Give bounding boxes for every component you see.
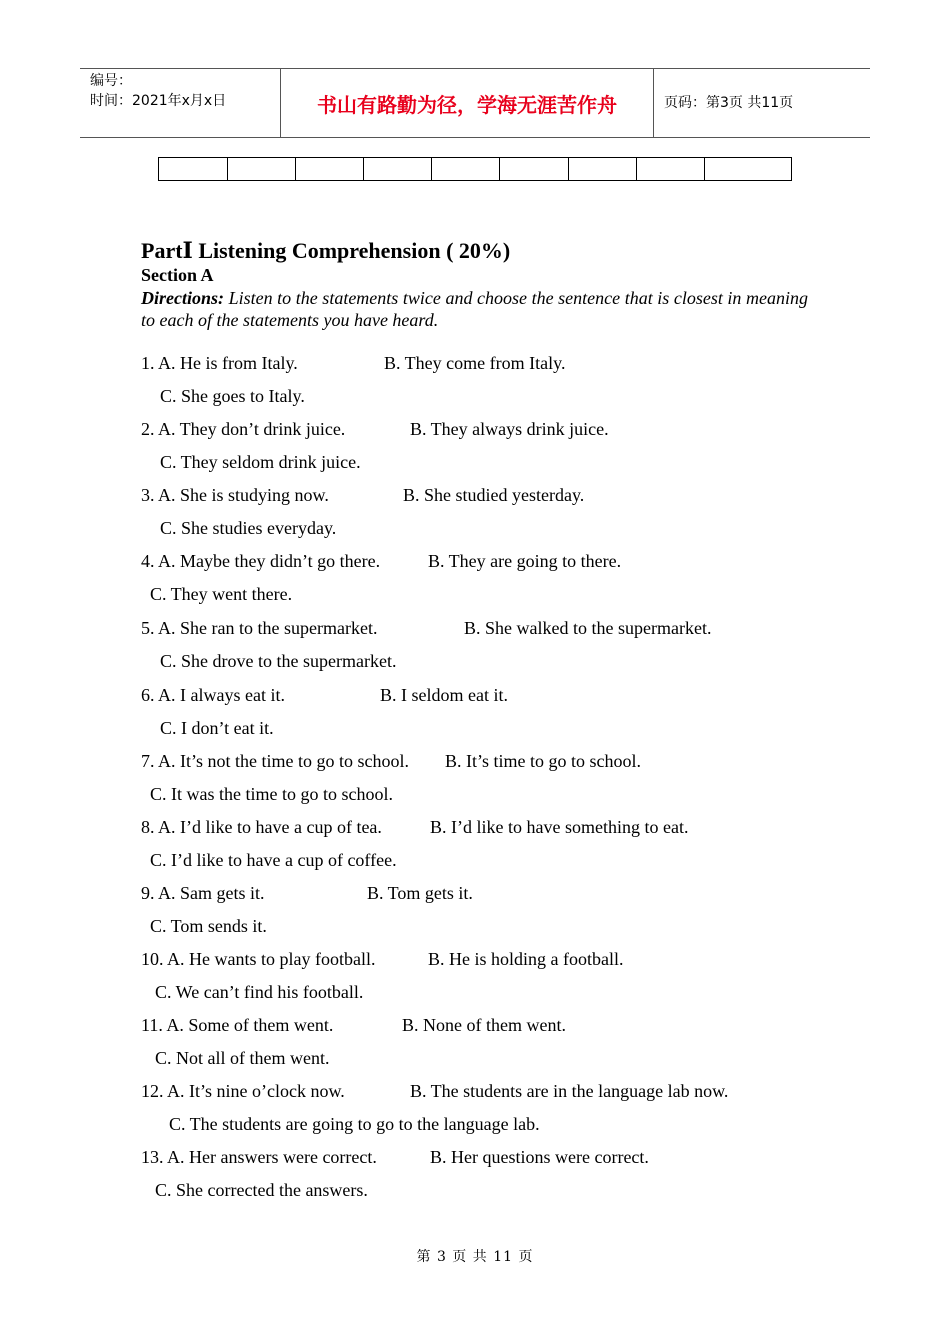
option-a: 3. A. She is studying now. bbox=[141, 485, 329, 505]
option-a: 8. A. I’d like to have a cup of tea. bbox=[141, 817, 382, 837]
option-b: B. Tom gets it. bbox=[367, 883, 473, 903]
directions-label: Directions: bbox=[141, 288, 224, 308]
option-a: 9. A. Sam gets it. bbox=[141, 883, 265, 903]
part-title: PartⅠ Listening Comprehension ( 20%) bbox=[141, 238, 511, 263]
option-b: B. I’d like to have something to eat. bbox=[430, 817, 689, 837]
option-c: C. I don’t eat it. bbox=[160, 718, 274, 738]
option-a: 5. A. She ran to the supermarket. bbox=[141, 618, 378, 638]
score-cell bbox=[228, 158, 296, 180]
section-title: Section A bbox=[141, 265, 214, 285]
option-a: 10. A. He wants to play football. bbox=[141, 949, 376, 969]
option-a: 4. A. Maybe they didn’t go there. bbox=[141, 551, 381, 571]
option-a: 2. A. They don’t drink juice. bbox=[141, 419, 346, 439]
score-cell bbox=[364, 158, 432, 180]
score-cell bbox=[637, 158, 705, 180]
directions bbox=[141, 287, 808, 331]
option-a: 7. A. It’s not the time to go to school. bbox=[141, 751, 409, 771]
option-c: C. They seldom drink juice. bbox=[160, 452, 361, 472]
option-a: 1. A. He is from Italy. bbox=[141, 353, 298, 373]
option-a: 11. A. Some of them went. bbox=[141, 1015, 334, 1035]
option-c: C. She studies everyday. bbox=[160, 518, 337, 538]
option-b: B. They come from Italy. bbox=[384, 353, 566, 373]
score-cell bbox=[432, 158, 500, 180]
option-c: C. She goes to Italy. bbox=[160, 386, 305, 406]
option-b: B. They always drink juice. bbox=[410, 419, 609, 439]
option-b: B. None of them went. bbox=[402, 1015, 566, 1035]
option-c: C. She drove to the supermarket. bbox=[160, 651, 397, 671]
page-footer: 第 3 页 共 11 页 bbox=[416, 1249, 534, 1265]
option-c: C. It was the time to go to school. bbox=[150, 784, 393, 804]
score-cell bbox=[296, 158, 364, 180]
option-a: 6. A. I always eat it. bbox=[141, 685, 285, 705]
header-info-cell bbox=[80, 69, 281, 137]
page-label: 页码：第3页 共11页 bbox=[664, 95, 794, 111]
score-cell bbox=[500, 158, 569, 180]
option-b: B. They are going to there. bbox=[428, 551, 622, 571]
option-c: C. I’d like to have a cup of coffee. bbox=[150, 850, 397, 870]
option-b: B. She studied yesterday. bbox=[403, 485, 585, 505]
header-motto-cell bbox=[281, 69, 654, 137]
score-cell bbox=[159, 158, 228, 180]
page-header bbox=[80, 68, 870, 138]
option-b: B. The students are in the language lab now. bbox=[410, 1081, 729, 1101]
option-b: B. Her questions were correct. bbox=[430, 1147, 649, 1167]
option-a: 13. A. Her answers were correct. bbox=[141, 1147, 377, 1167]
score-cell bbox=[705, 158, 791, 180]
option-c: C. We can’t find his football. bbox=[155, 982, 364, 1002]
motto: 书山有路勤为径，学海无涯苦作舟 bbox=[317, 93, 617, 117]
score-cell bbox=[569, 158, 637, 180]
serial-label: 编号： bbox=[90, 73, 132, 89]
date-label: 时间：2021年x月x日 bbox=[90, 93, 227, 109]
option-b: B. She walked to the supermarket. bbox=[464, 618, 712, 638]
option-c: C. Tom sends it. bbox=[150, 916, 267, 936]
option-b: B. I seldom eat it. bbox=[380, 685, 508, 705]
option-b: B. He is holding a football. bbox=[428, 949, 624, 969]
option-c: C. They went there. bbox=[150, 584, 293, 604]
option-c: C. Not all of them went. bbox=[155, 1048, 330, 1068]
option-c: C. She corrected the answers. bbox=[155, 1180, 368, 1200]
header-page-cell bbox=[654, 69, 870, 137]
directions-text: Listen to the statements twice and choose the sentence that is closest in meaning to each of the statements you have heard. bbox=[141, 288, 808, 330]
option-b: B. It’s time to go to school. bbox=[445, 751, 641, 771]
option-c: C. The students are going to go to the language lab. bbox=[169, 1114, 540, 1134]
score-grid bbox=[158, 157, 792, 181]
option-a: 12. A. It’s nine o’clock now. bbox=[141, 1081, 345, 1101]
